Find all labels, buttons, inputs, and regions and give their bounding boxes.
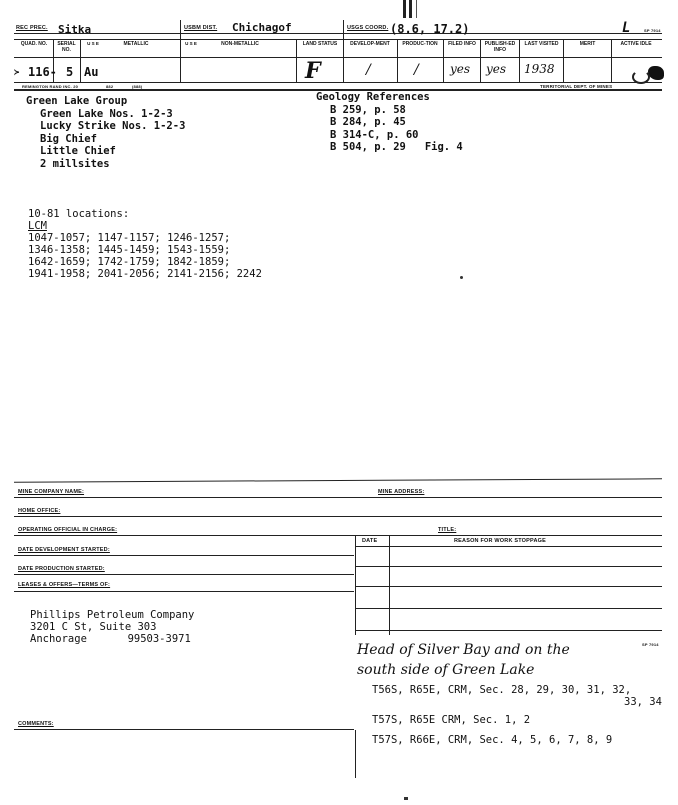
legal-line-1: T56S, R65E, CRM, Sec. 28, 29, 30, 31, 32, [372, 684, 632, 696]
claim-item: 2 millsites [40, 157, 110, 170]
stray-mark [404, 797, 408, 800]
col-nonmetallic-sub: U S E [185, 41, 197, 46]
lower-top-line [14, 478, 662, 482]
geology-ref: B 504, p. 29 Fig. 4 [330, 141, 463, 153]
row-published-info: yes [486, 62, 507, 76]
owner-zip: 99503-3971 [127, 633, 191, 645]
owner-city-line [30, 633, 194, 645]
sep-10 [80, 39, 81, 82]
col-development: DEVELOP-MENT [350, 41, 390, 47]
locations-sub: LCM [28, 220, 47, 232]
home-office-label: HOME OFFICE: [18, 508, 61, 514]
mine-company-label: MINE COMPANY NAME: [18, 489, 85, 495]
geology-ref: B 259, p. 58 [330, 103, 406, 116]
line-dev [14, 555, 354, 556]
locations-line: 1047-1057; 1147-1157; 1246-1257; [28, 232, 231, 244]
legal-line-2: T57S, R65E CRM, Sec. 1, 2 [372, 714, 531, 726]
ink-curl [632, 70, 650, 84]
header-row-line [14, 39, 662, 40]
usbm-dist-label: USBM DIST. [184, 25, 218, 31]
row-last-visited: 1938 [524, 62, 555, 76]
header-mid-line [14, 57, 662, 58]
row-serial: 5 [66, 65, 74, 79]
col-active-idle: ACTIVE IDLE [620, 41, 652, 47]
row-quad: 116- [28, 65, 57, 79]
hole-mark-2 [409, 0, 412, 18]
operating-official-label: OPERATING OFFICIAL IN CHARGE: [18, 527, 118, 533]
sep-2 [343, 20, 344, 82]
geology-heading: Geology References [316, 91, 430, 103]
row-land-status: F [305, 58, 321, 84]
col-land-status: LAND STATUS [302, 41, 338, 47]
form-number-2: SP 7914 [642, 642, 659, 647]
header-top-line [14, 33, 662, 34]
header-bottom-line [14, 82, 662, 83]
hole-mark-1 [403, 0, 406, 18]
claims-group: Green Lake Group [26, 95, 128, 107]
col-metallic-sub: U S E [87, 41, 99, 46]
claim-item: Green Lake Nos. 1-2-3 [40, 107, 173, 120]
claim-item: Lucky Strike Nos. 1-2-3 [40, 120, 186, 132]
strip-left-b: 882 [106, 84, 114, 89]
ink-blot [648, 66, 664, 80]
legal-line-3: T57S, R66E, CRM, Sec. 4, 5, 6, 7, 8, 9 [372, 734, 613, 746]
strip-right: TERRITORIAL DEPT. OF MINES [540, 84, 613, 89]
row-arrow: ≻ [14, 68, 20, 78]
claims-block [26, 95, 185, 170]
col-nonmetallic: NON-METALLIC [221, 41, 259, 47]
hole-mark-3 [416, 0, 417, 18]
owner-block [30, 609, 194, 645]
rec-prec-label: REC PREC. [16, 25, 48, 31]
geology-ref: B 314-C, p. 60 [330, 128, 419, 141]
legal-line-1b: 33, 34 [624, 696, 662, 708]
sep-3 [296, 39, 297, 82]
owner-address: 3201 C St, Suite 303 [30, 621, 157, 633]
line-stoppage-4 [355, 630, 662, 631]
line-comments [14, 729, 354, 730]
locations-line: 1642-1659; 1742-1759; 1842-1859; [28, 256, 231, 268]
strip-left: REMINGTON RAND INC. 20 [22, 84, 79, 89]
col-merit: MERIT [579, 41, 596, 47]
owner-name: Phillips Petroleum Company [30, 609, 195, 621]
usgs-coord-value: (8.6, 17.2) [390, 22, 470, 36]
locations-line: 1346-1358; 1445-1459; 1543-1559; [28, 244, 231, 256]
line-prod [14, 574, 354, 575]
line-home-office [14, 516, 662, 517]
claim-item: Big Chief [40, 132, 97, 145]
stray-mark [460, 276, 463, 279]
line-operating [14, 535, 662, 536]
handwritten-line-1: Head of Silver Bay and on the [357, 642, 570, 658]
date-label: DATE [362, 538, 378, 544]
col-quad: QUAD. NO. [20, 41, 48, 47]
col-published-info: PUBLISH-ED INFO [484, 41, 516, 53]
col-metallic: METALLIC [123, 41, 149, 47]
row-development: / [366, 62, 371, 78]
col-filed-info: FILED INFO [448, 41, 476, 47]
col-serial: SERIAL NO. [57, 41, 76, 53]
geology-ref: B 284, p. 45 [330, 116, 406, 128]
strip-left-c: (888) [132, 84, 143, 89]
stoppage-date-sep [389, 535, 390, 635]
letter-mark: L [622, 20, 631, 36]
line-leases [14, 591, 354, 592]
line-stoppage-1 [355, 566, 662, 567]
col-last-visited: LAST VISITED [524, 41, 559, 47]
comments-right [355, 730, 356, 778]
title-label: TITLE: [438, 527, 457, 533]
dev-started-label: DATE DEVELOPMENT STARTED: [18, 547, 110, 553]
col-production: PRODUC-TION [402, 41, 438, 47]
form-number: SP 7914 [644, 28, 661, 33]
usbm-dist-value: Chichagof [232, 21, 292, 34]
mine-address-label: MINE ADDRESS: [378, 489, 425, 495]
geology-block [316, 91, 463, 154]
prod-started-label: DATE PRODUCTION STARTED: [18, 566, 105, 572]
row-production: / [414, 62, 419, 78]
line-stoppage-3 [355, 608, 662, 609]
leases-label: LEASES & OFFERS—TERMS OF: [18, 582, 111, 588]
comments-label: COMMENTS: [18, 721, 54, 727]
locations-line: 1941-1958; 2041-2056; 2141-2156; 2242 [28, 268, 262, 280]
row-metallic: Au [84, 65, 99, 79]
rec-prec-value: Sitka [58, 23, 92, 36]
reason-label: REASON FOR WORK STOPPAGE [454, 538, 546, 544]
line-company [14, 497, 662, 498]
claim-item: Little Chief [40, 145, 116, 157]
locations-heading: 10-81 locations: [28, 208, 130, 220]
handwritten-line-2: south side of Green Lake [357, 662, 535, 678]
owner-city: Anchorage [30, 633, 87, 645]
line-stoppage-header [355, 546, 662, 547]
row-filed-info: yes [450, 62, 471, 76]
usgs-coord-label: USGS COORD. [347, 25, 389, 31]
sep-1 [180, 20, 181, 82]
line-stoppage-2 [355, 586, 662, 587]
stoppage-left [355, 535, 356, 635]
locations-block [28, 208, 262, 280]
